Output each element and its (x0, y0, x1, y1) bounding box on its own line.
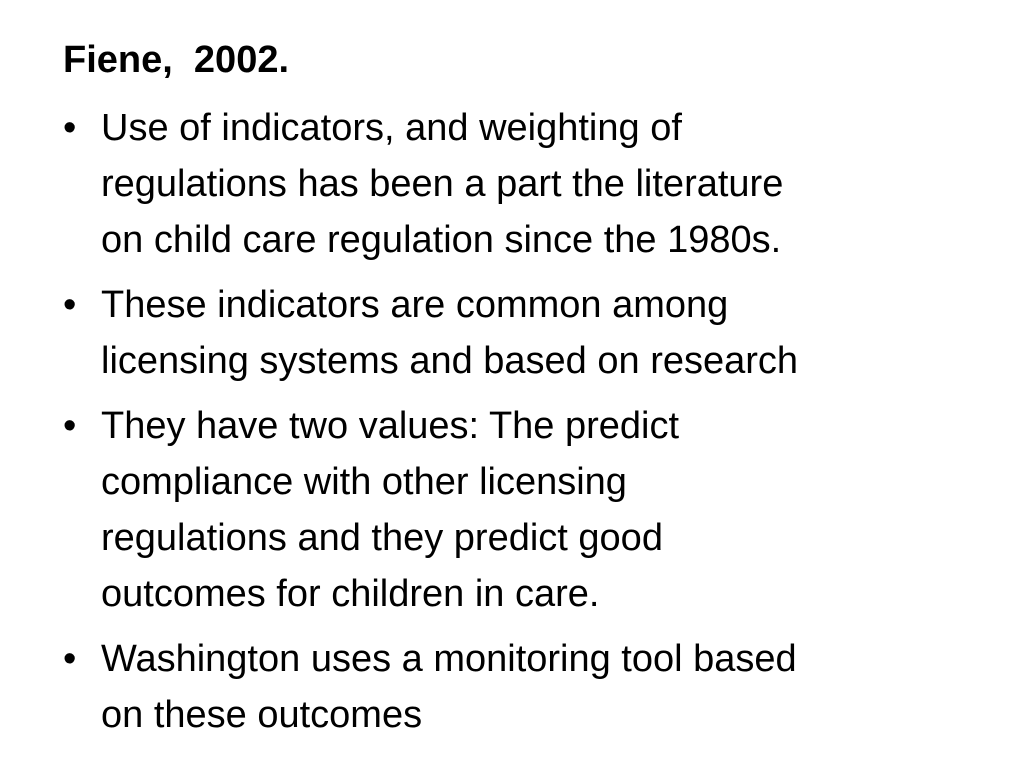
bullet-icon: • (63, 284, 77, 326)
bullet-item (63, 398, 963, 622)
bullet-icon: • (63, 638, 77, 680)
bullet-text: Use of indicators, and weighting of regulations has been a part the literature on child care regulation since the 1980s. (101, 107, 784, 261)
bullet-icon: • (63, 107, 77, 149)
bullet-text: They have two values: The predict compliance with other licensing regulations and they predict good outcomes for children in care. (101, 405, 680, 615)
bullet-icon: • (63, 405, 77, 447)
bullet-item (63, 631, 963, 743)
bullet-text: Washington uses a monitoring tool based on these outcomes (101, 638, 797, 736)
bullet-item (63, 277, 963, 389)
bullet-item (63, 100, 963, 268)
slide-title: Fiene, 2002. (63, 39, 290, 81)
bullet-text: These indicators are common among licensing systems and based on research (101, 284, 799, 382)
bullet-list (63, 100, 963, 752)
